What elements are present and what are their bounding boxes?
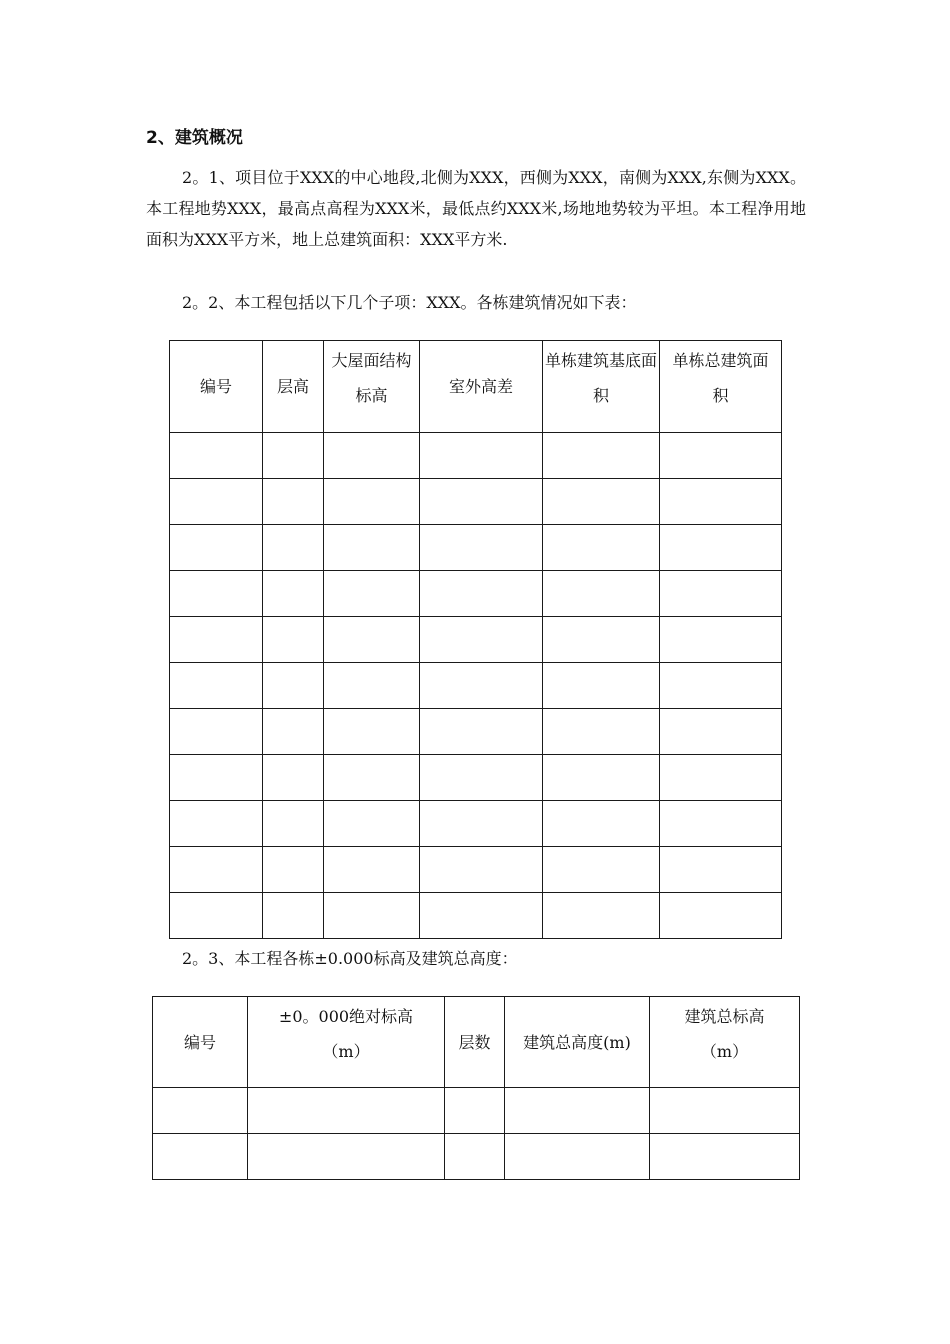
table-cell: [660, 433, 782, 479]
table-cell: [543, 433, 660, 479]
paragraph-project-location: 2。1、项目位于XXX的中心地段,北侧为XXX，西侧为XXX，南侧为XXX,东侧为XXX。本工程地势XXX，最高点高程为XXX米，最低点约XXX米,场地地势较为平坦。本工程净用地面积为XXX平方米，地上总建筑面积：XXX平方米.: [146, 168, 806, 249]
table-cell: [324, 801, 420, 847]
table-cell: [420, 525, 543, 571]
table-row: [170, 755, 782, 801]
table-header-row: [170, 341, 782, 433]
header-base-area: 单栋建筑基底面积: [545, 351, 658, 405]
table-cell: [170, 433, 263, 479]
table-cell: [170, 617, 263, 663]
table-row: [170, 663, 782, 709]
table-cell: [420, 433, 543, 479]
table-cell: [660, 617, 782, 663]
table-cell: [543, 525, 660, 571]
table-cell: [263, 617, 324, 663]
header-total-height: 建筑总高度(m): [523, 1032, 631, 1052]
table-cell: [248, 1088, 445, 1134]
table-cell: [263, 893, 324, 939]
table-cell: [660, 847, 782, 893]
building-table: [169, 340, 782, 939]
table-cell: [324, 709, 420, 755]
table-row: [153, 1134, 800, 1180]
table-cell: [543, 663, 660, 709]
table-cell: [543, 847, 660, 893]
table-cell: [420, 801, 543, 847]
table-cell: [170, 709, 263, 755]
table-cell: [324, 479, 420, 525]
table-cell: [660, 801, 782, 847]
header-cell: [170, 341, 263, 433]
table-cell: [660, 663, 782, 709]
paragraph-elevation: 2。3、本工程各栋±0.000标高及建筑总高度：: [182, 949, 518, 968]
table-cell: [170, 663, 263, 709]
header-cell: [248, 997, 445, 1088]
header-total-elevation: 建筑总标高（m）: [684, 1007, 765, 1061]
elevation-table: [152, 996, 800, 1180]
table-cell: [170, 479, 263, 525]
table-cell: [445, 1134, 505, 1180]
table-cell: [650, 1134, 800, 1180]
table-cell: [660, 709, 782, 755]
table-cell: [170, 525, 263, 571]
paragraph-sub-items: 2。2、本工程包括以下几个子项：XXX。各栋建筑情况如下表：: [182, 293, 637, 312]
table-row: [170, 847, 782, 893]
table-cell: [505, 1088, 650, 1134]
table-cell: [170, 847, 263, 893]
header-floors: 层数: [458, 1032, 491, 1052]
table-cell: [445, 1088, 505, 1134]
table-row: [170, 709, 782, 755]
section-heading: 2、建筑概况: [146, 128, 243, 148]
table-cell: [543, 617, 660, 663]
table-cell: [324, 755, 420, 801]
table-cell: [324, 433, 420, 479]
table-cell: [263, 525, 324, 571]
header-cell: [543, 341, 660, 433]
table-cell: [543, 571, 660, 617]
table-cell: [660, 525, 782, 571]
header-cell: [445, 997, 505, 1088]
table-cell: [420, 709, 543, 755]
table-cell: [153, 1088, 248, 1134]
header-total-area: 单栋总建筑面积: [672, 351, 769, 405]
table-cell: [543, 709, 660, 755]
table-cell: [170, 801, 263, 847]
table-cell: [543, 893, 660, 939]
header-floor-height: 层高: [276, 377, 309, 396]
table-cell: [170, 893, 263, 939]
table-row: [170, 433, 782, 479]
table-row: [170, 479, 782, 525]
header-cell: [505, 997, 650, 1088]
table-cell: [650, 1088, 800, 1134]
header-number: 编号: [199, 377, 232, 396]
table-cell: [263, 755, 324, 801]
table-cell: [170, 571, 263, 617]
table-cell: [263, 571, 324, 617]
table-cell: [324, 571, 420, 617]
table-cell: [505, 1134, 650, 1180]
table-cell: [170, 755, 263, 801]
table-cell: [263, 479, 324, 525]
table-cell: [324, 617, 420, 663]
table-row: [170, 801, 782, 847]
header-roof-elevation: 大屋面结构标高: [331, 351, 412, 405]
table-row: [170, 893, 782, 939]
table-cell: [420, 663, 543, 709]
table-cell: [324, 847, 420, 893]
header-cell: [324, 341, 420, 433]
table-cell: [660, 571, 782, 617]
table-cell: [660, 479, 782, 525]
header-outdoor-difference: 室外高差: [448, 377, 513, 396]
table-cell: [263, 847, 324, 893]
table-cell: [263, 663, 324, 709]
table-cell: [420, 893, 543, 939]
table-cell: [420, 571, 543, 617]
table-cell: [420, 479, 543, 525]
header-absolute-elevation: ±0。000绝对标高（m）: [278, 1007, 414, 1061]
table-header-row: [153, 997, 800, 1088]
header-cell: [650, 997, 800, 1088]
table-cell: [153, 1134, 248, 1180]
table-cell: [420, 755, 543, 801]
table-cell: [543, 755, 660, 801]
table-row: [170, 525, 782, 571]
table-cell: [420, 617, 543, 663]
table-row: [170, 571, 782, 617]
table-cell: [263, 709, 324, 755]
header-cell: [153, 997, 248, 1088]
table-cell: [324, 893, 420, 939]
header-cell: [660, 341, 782, 433]
table-cell: [660, 755, 782, 801]
table-cell: [248, 1134, 445, 1180]
table-cell: [543, 479, 660, 525]
table-cell: [263, 433, 324, 479]
header-cell: [263, 341, 324, 433]
table-cell: [543, 801, 660, 847]
table-cell: [324, 525, 420, 571]
table-row: [153, 1088, 800, 1134]
table-row: [170, 617, 782, 663]
header-cell: [420, 341, 543, 433]
header-number: 编号: [183, 1032, 216, 1052]
table-cell: [420, 847, 543, 893]
table-cell: [324, 663, 420, 709]
table-cell: [263, 801, 324, 847]
table-cell: [660, 893, 782, 939]
